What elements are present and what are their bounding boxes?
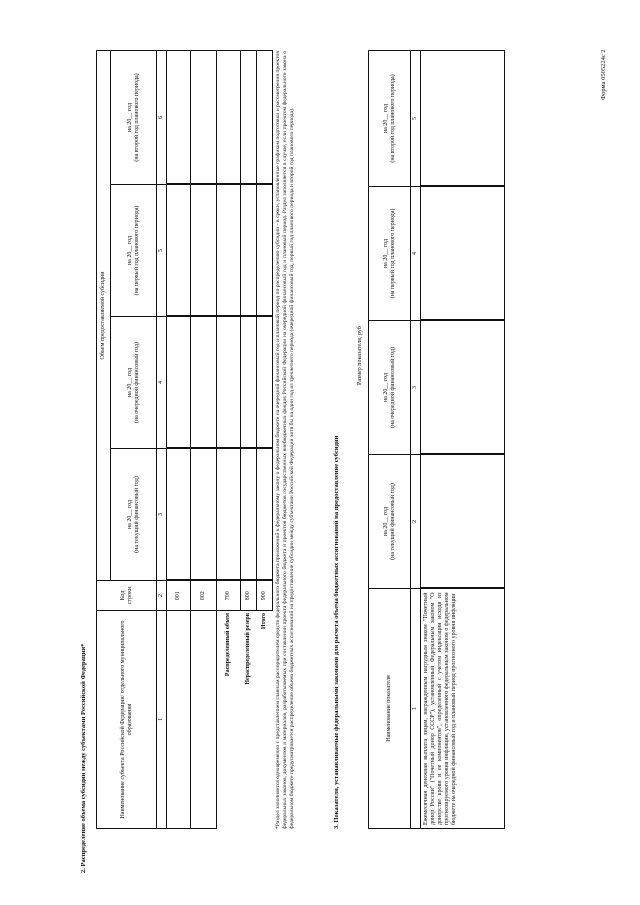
total-code: 900 <box>257 581 273 611</box>
total-code: 700 <box>217 581 241 611</box>
value-cell[interactable] <box>241 317 257 449</box>
col-number: 3 <box>157 449 167 581</box>
table-row <box>191 50 217 828</box>
value-cell[interactable] <box>167 317 191 449</box>
section2-table <box>96 50 273 829</box>
value-cell[interactable] <box>191 449 217 581</box>
value-cell[interactable] <box>191 50 217 184</box>
value-cell[interactable] <box>421 455 505 589</box>
form-code: Форма 0505224с 2 <box>600 49 607 100</box>
table-row <box>167 50 191 828</box>
value-cell[interactable] <box>167 449 191 581</box>
value-cell[interactable] <box>217 185 241 317</box>
indicator-name-cell: Ежемесячная денежная выплата лицам, награжденным нагрудным знаком "Почетный донор России" ("Почетный донор СССР"), установленный Федеральным законом "О донорстве крови и ее компонентов", определенный с учетом индексации исходя из прогнозируемого уровня инфляции, установленного федеральным законом о федеральном бюджете на очередной финансовый год и плановый период прогнозного уровня инфляции <box>421 589 505 829</box>
col-number: 4 <box>411 187 421 321</box>
value-cell[interactable] <box>191 317 217 449</box>
value-cell[interactable] <box>167 50 191 184</box>
total-label: Нераспределенный резерв <box>245 613 251 685</box>
value-cell[interactable] <box>421 321 505 455</box>
col-number: 2 <box>157 581 167 611</box>
total-label: Распределенный объем <box>225 613 232 677</box>
value-cell[interactable] <box>217 449 241 581</box>
row-name-cell[interactable] <box>167 611 191 829</box>
value-cell[interactable] <box>257 317 273 449</box>
row-name-cell[interactable] <box>191 611 217 829</box>
value-cell[interactable] <box>241 50 257 184</box>
col-code-header: Код строки <box>97 581 157 611</box>
volume-group-header: Объем предоставляемой субсидии <box>97 50 111 580</box>
value-cell[interactable] <box>421 51 505 187</box>
col-number: 3 <box>411 321 421 455</box>
row-code-cell: 001 <box>167 581 191 611</box>
indicator-name-header: Наименование показателя <box>369 589 411 829</box>
col-number: 5 <box>157 185 167 317</box>
year-header-plan1: на 20__ год (на первый год планового периода) <box>369 187 411 321</box>
value-cell[interactable] <box>217 317 241 449</box>
row-code-cell: 002 <box>191 581 217 611</box>
year-header-current: на 20__ год (на текущий финансовый год) <box>111 449 157 581</box>
year-header-next: на 20__ год (на очередной финансовый год) <box>369 321 411 455</box>
value-cell[interactable] <box>241 185 257 317</box>
total-row <box>241 50 257 828</box>
value-cell[interactable] <box>257 50 273 184</box>
year-header-next: на 20__ год (на очередной финансовый год) <box>111 317 157 449</box>
year-header-current: на 20__ год (на текущий финансовый год) <box>369 455 411 589</box>
col-number: 1 <box>411 589 421 829</box>
section2-title: 2. Распределение объема субсидии между субъектами Российской Федерации* <box>80 643 87 873</box>
section2-footnote: *Раздел заполняется одновременно с представлением главным распорядителем средств федерального бюджета приложений к федеральному закону о федеральном бюджете на очередной финансовый год и плановый период по распределению субсидии - в сроки, установленные графиком подготовки и рассмотрения проектов федеральных законов, документов и материалов, разрабатываемых при составлении проекта федерального бюджета и проектов бюджетов государственных внебюджетных фондов Российской Федерации на очередной финансовый год и плановый период. Раздел заполняется в случае, если проектом федерального закона о федеральном бюджете предусматривается распределение объема бюджетных ассигнований на предоставление субсидии между субъектами Российской Федерации хотя бы на один год из трехлетнего периода (очередной финансовый год, первый год планового периода и второй год планового периода). <box>275 51 296 829</box>
col-name-header: Наименование субъекта Российской Федерации/ отдельного муниципального образования <box>97 611 157 829</box>
table-row <box>421 51 505 829</box>
value-cell[interactable] <box>217 50 241 184</box>
section3-table <box>368 50 505 829</box>
value-cell[interactable] <box>257 449 273 581</box>
value-cell[interactable] <box>167 185 191 317</box>
col-number: 5 <box>411 51 421 187</box>
value-cell[interactable] <box>241 449 257 581</box>
col-number: 4 <box>157 317 167 449</box>
col-number: 6 <box>157 50 167 184</box>
value-cell[interactable] <box>421 187 505 321</box>
unit-label: Размер показателя, руб <box>357 326 363 385</box>
value-cell[interactable] <box>257 185 273 317</box>
value-cell[interactable] <box>191 185 217 317</box>
total-code: 800 <box>241 581 257 611</box>
total-row <box>257 50 273 828</box>
col-number: 2 <box>411 455 421 589</box>
section3-title: 3. Показатели, устанавливаемые федеральными законами для расчета объема бюджетных ассигнований на предоставление субсидии <box>333 435 340 829</box>
year-header-plan2: на 20__ год (на второй год планового периода) <box>111 50 157 184</box>
year-header-plan2: на 20__ год (на второй год планового периода) <box>369 51 411 187</box>
total-row <box>217 50 241 828</box>
col-number: 1 <box>157 611 167 829</box>
year-header-plan1: на 20__ год (на первый год планового периода) <box>111 185 157 317</box>
total-label: Итого <box>261 613 267 630</box>
